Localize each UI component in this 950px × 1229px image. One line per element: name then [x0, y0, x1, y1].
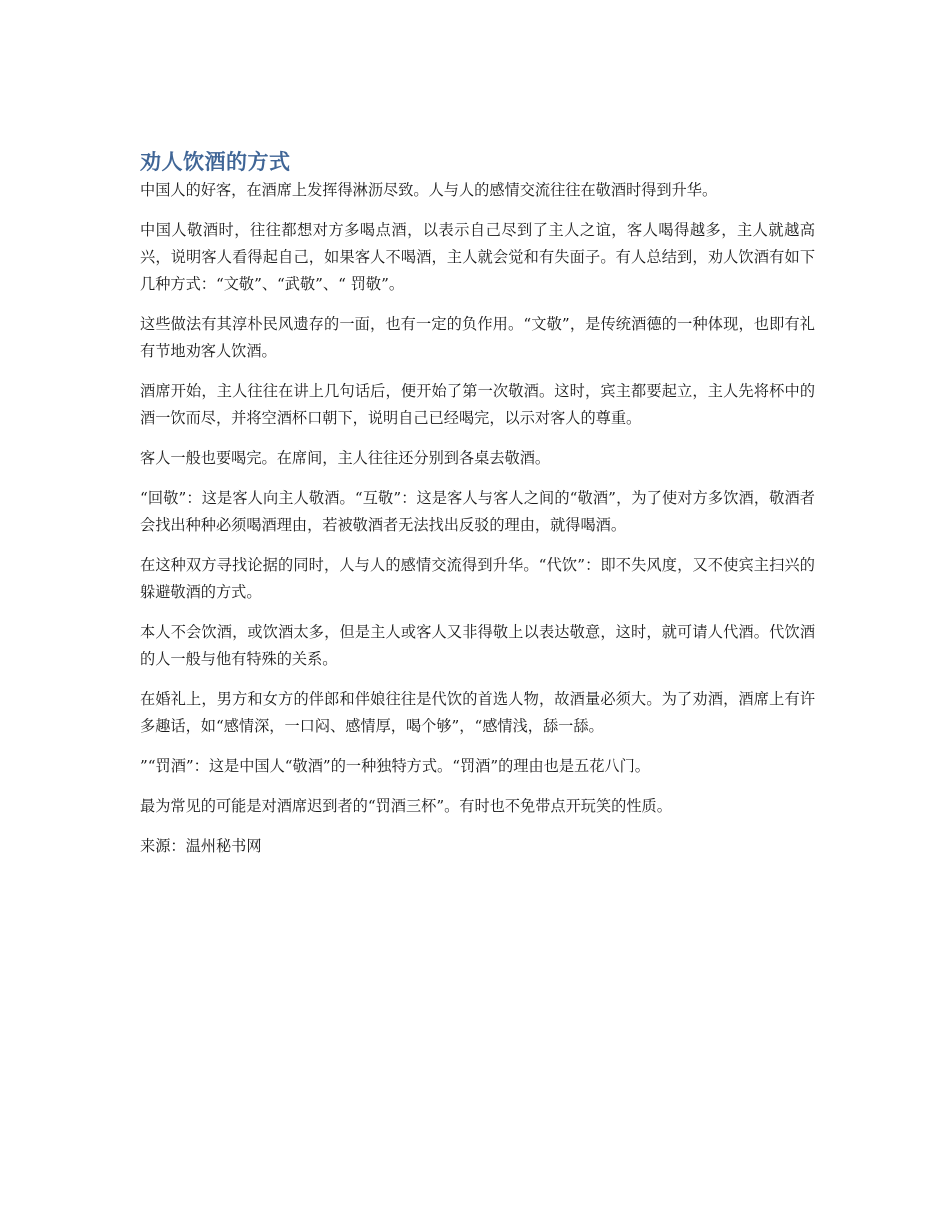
paragraph-proxy-drinker: 本人不会饮酒，或饮酒太多，但是主人或客人又非得敬上以表达敬意，这时，就可请人代酒。代饮酒的人一般与他有特殊的关系。 [140, 623, 815, 668]
paragraph-guests-drink: 客人一般也要喝完。在席间，主人往往还分别到各桌去敬酒。 [140, 449, 551, 467]
paragraph-wen-jing: 这些做法有其淳朴民风遗存的一面，也有一定的负作用。“文敬”，是传统酒德的一种体现，也即有礼有节地劝客人饮酒。 [140, 315, 815, 360]
paragraph-toasting-customs: 中国人敬酒时，往往都想对方多喝点酒，以表示自己尽到了主人之谊，客人喝得越多，主人就越高兴，说明客人看得起自己，如果客人不喝酒，主人就会觉和有失面子。有人总结到，劝人饮酒有如下几种方式：“文敬”、“武敬”、“ 罚敬”。 [140, 221, 815, 293]
document-title: 劝人饮酒的方式 [140, 150, 291, 174]
paragraph-wedding: 在婚礼上，男方和女方的伴郎和伴娘往往是代饮的首选人物，故酒量必须大。为了劝酒，酒席上有许多趣话，如“感情深，一口闷、感情厚，喝个够”，“感情浅，舔一舔。 [140, 690, 815, 735]
paragraph-dai-yin: 在这种双方寻找论据的同时，人与人的感情交流得到升华。“代饮”：即不失风度，又不使宾主扫兴的躲避敬酒的方式。 [140, 556, 815, 601]
paragraph-first-toast: 酒席开始，主人往往在讲上几句话后，便开始了第一次敬酒。这时，宾主都要起立，主人先将杯中的酒一饮而尽，并将空酒杯口朝下，说明自己已经喝完，以示对客人的尊重。 [140, 382, 815, 427]
paragraph-fa-jiu: ”“罚酒”：这是中国人“敬酒”的一种独特方式。“罚酒”的理由也是五花八门。 [140, 757, 650, 775]
paragraph-intro: 中国人的好客，在酒席上发挥得淋沥尽致。人与人的感情交流往往在敬酒时得到升华。 [140, 181, 718, 199]
document-page [140, 148, 815, 860]
paragraph-hui-jing: “回敬”：这是客人向主人敬酒。“互敬”：这是客人与客人之间的“敬酒”，为了使对方多饮酒，敬酒者会找出种种必须喝酒理由，若被敬酒者无法找出反驳的理由，就得喝酒。 [140, 489, 815, 534]
source-line: 来源：温州秘书网 [140, 837, 262, 855]
paragraph-late-comers: 最为常见的可能是对酒席迟到者的“罚酒三杯”。有时也不免带点开玩笑的性质。 [140, 797, 672, 815]
